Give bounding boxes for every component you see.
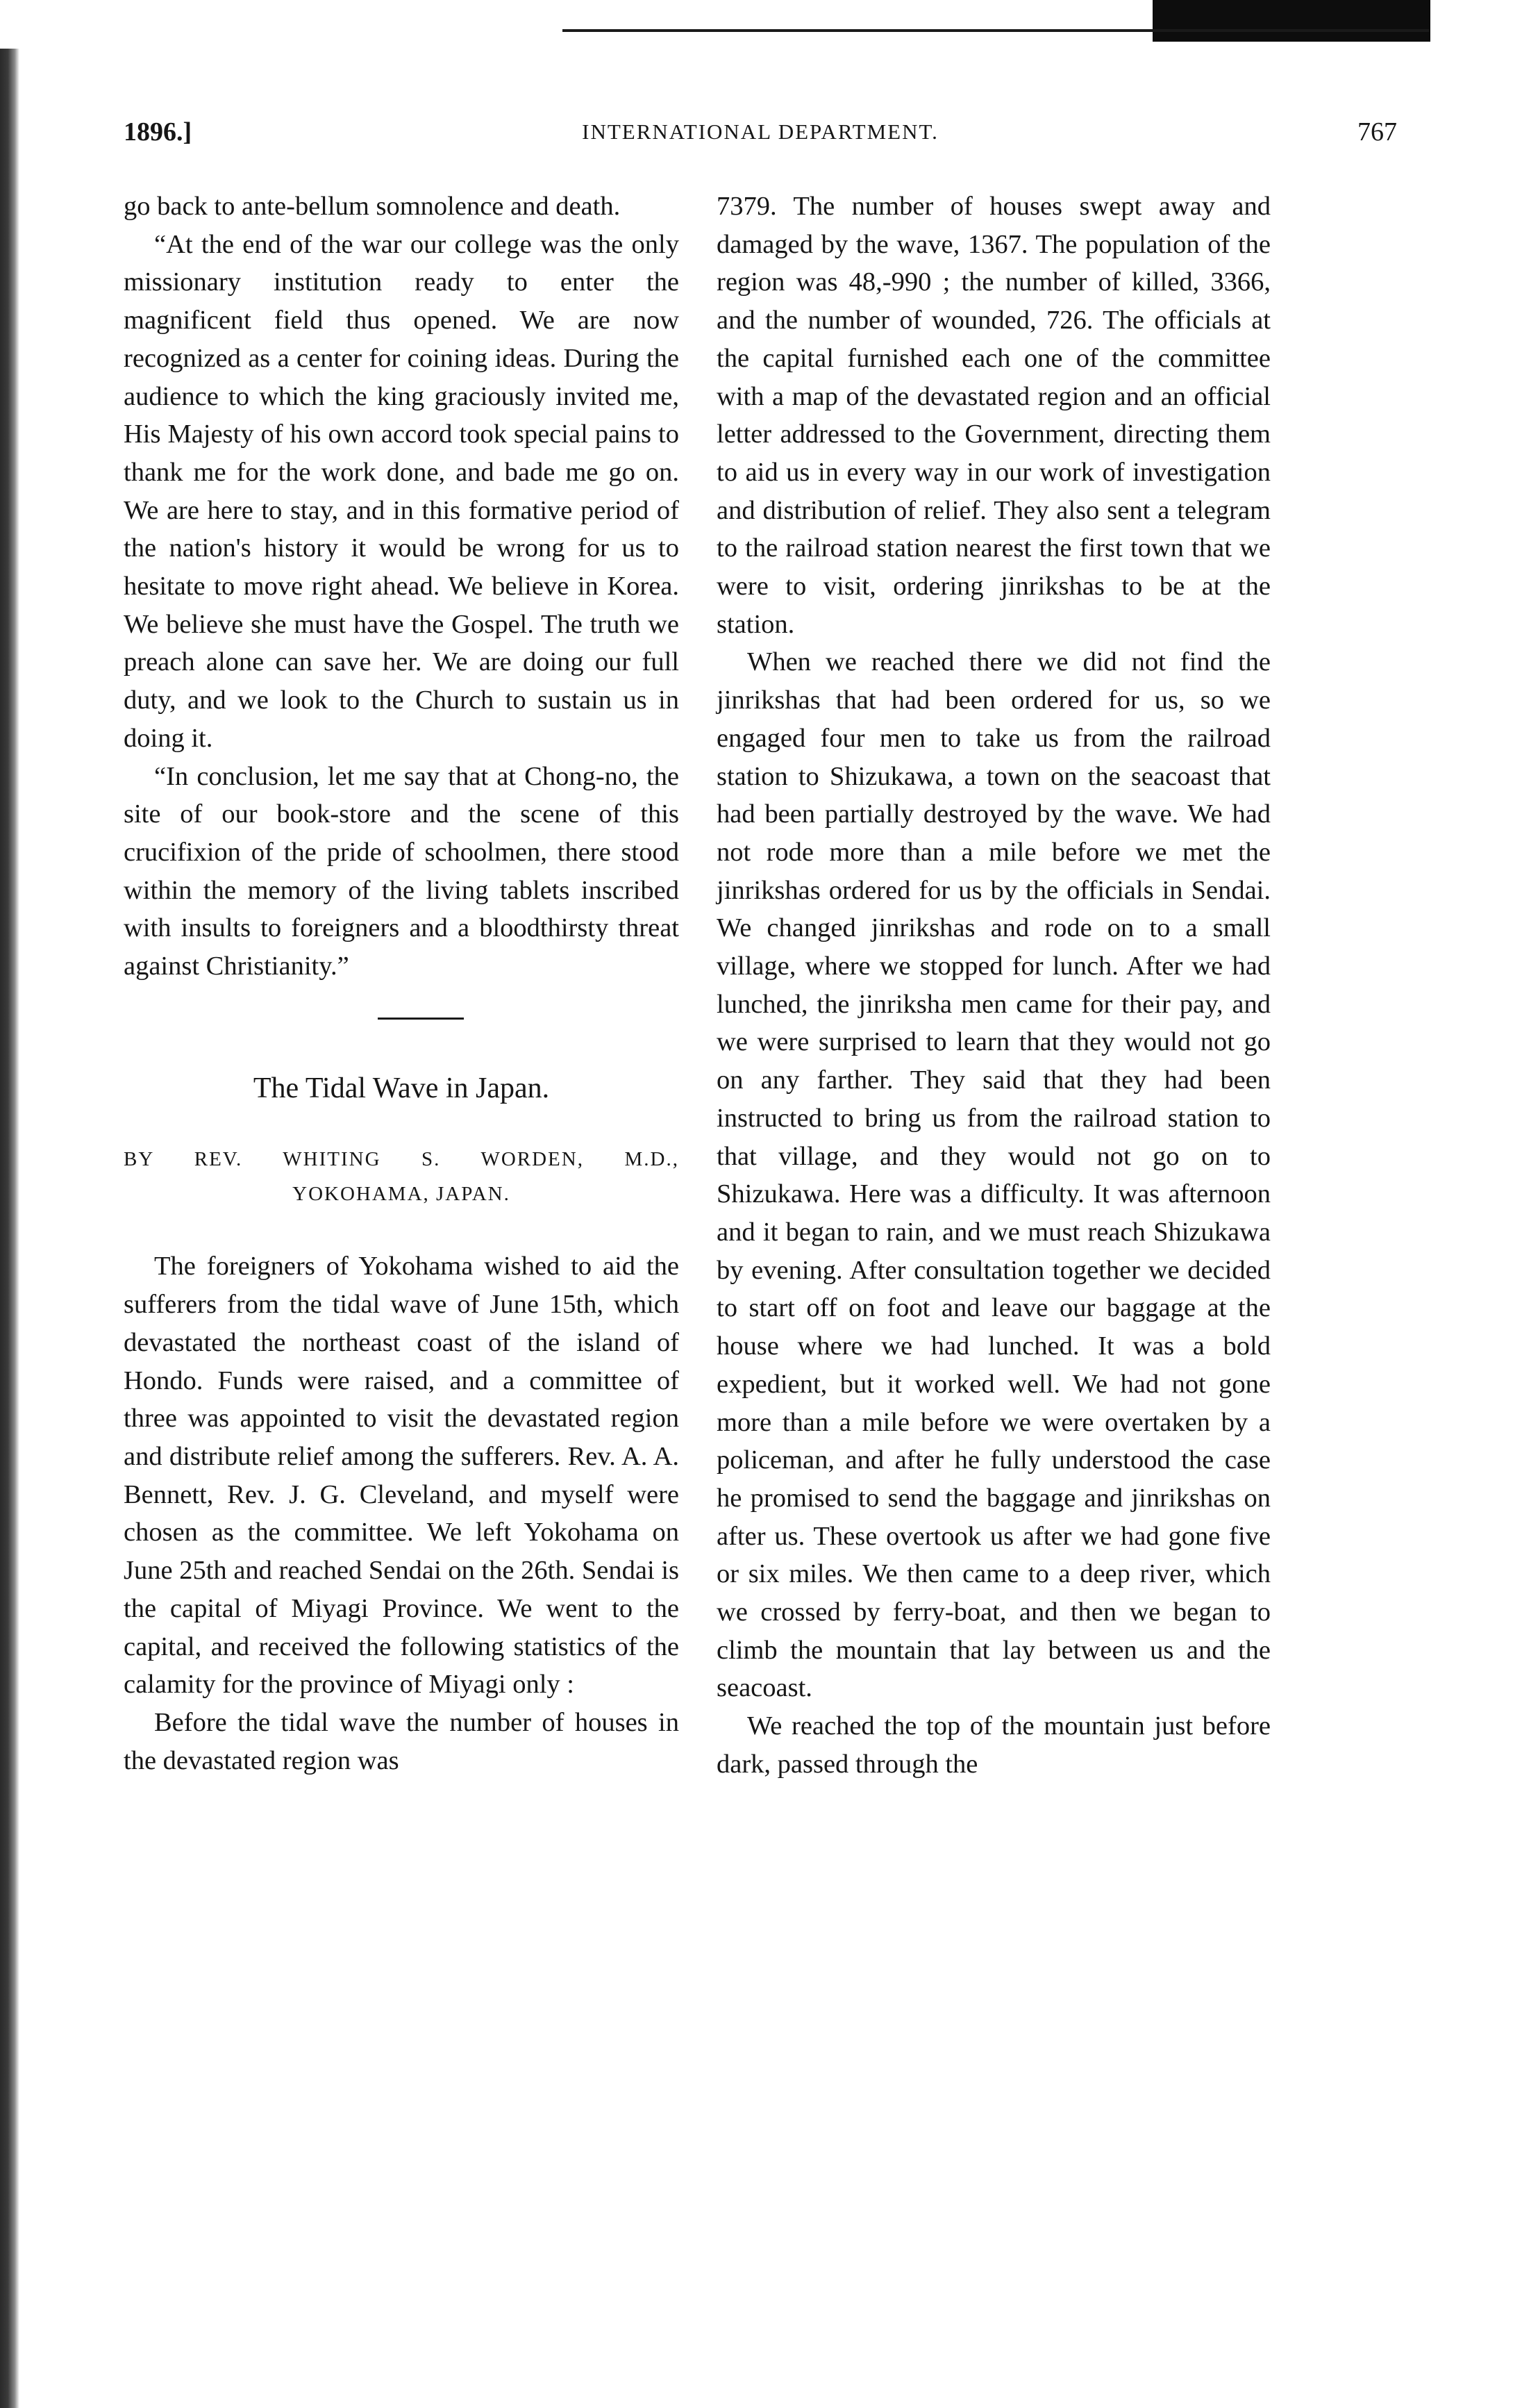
left-column xyxy=(124,188,679,1779)
page-number: 767 xyxy=(1357,117,1397,147)
paragraph: When we reached there we did not find the jinrikshas that had been ordered for us, so we engaged four men to take us from the railroad station to Shizukawa, a town on the seacoast that had been partially destroyed by the wave. We had not rode more than a mile before we met the jinrikshas ordered for us by the officials in Sendai. We changed jinrikshas and rode on to a small village, where we stopped for lunch. After we had lunched, the jinriksha men came for their pay, and we were surprised to learn that they would not go on any farther. They said that they had been instructed to bring us from the railroad station to that village, and they would not go on to Shizukawa. Here was a difficulty. It was afternoon and it began to rain, and we must reach Shizukawa by evening. After consultation together we decided to start off on foot and leave our baggage at the house where we had lunched. It was a bold expedient, but it worked well. We had not gone more than a mile before we were overtaken by a policeman, and after he fully understood the case he promised to send the baggage and jinrikshas on after us. These overtook us after we had gone five or six miles. We then came to a deep river, which we crossed by ferry-boat, and then we began to climb the mountain that lay between us and the seacoast. xyxy=(717,647,1271,1703)
paragraph: go back to ante-bellum somnolence and death. xyxy=(124,192,621,221)
top-rule xyxy=(562,29,1429,32)
top-black-bar xyxy=(1153,0,1430,42)
paragraph: Before the tidal wave the number of houses in the devastated region was xyxy=(124,1707,679,1775)
byline-author: BY REV. WHITING S. WORDEN, M.D., xyxy=(124,1148,679,1171)
paragraph: “In conclusion, let me say that at Chong-no, the site of our book-store and the scene of this crucifixion of the pride of schoolmen, there stood within the memory of the living tablets inscribed with insults to foreigners and a bloodthirsty threat against Christianity.” xyxy=(124,761,679,981)
page-binding-edge xyxy=(0,49,19,2408)
article-title: The Tidal Wave in Japan. xyxy=(253,1072,550,1104)
byline xyxy=(124,1142,679,1211)
paragraph: We reached the top of the mountain just before dark, passed through the xyxy=(717,1711,1271,1779)
running-header xyxy=(124,117,1397,156)
paragraph: “At the end of the war our college was the only missionary institution ready to enter the magnificent field thus opened. We are now recognized as a center for coining ideas. During the audience to which the king graciously invited me, His Majesty of his own accord took special pains to thank me for the work done, and bade me go on. We are here to stay, and in this formative period of the nation's history it would be wrong for us to hesitate to move right ahead. We believe in Korea. We believe she must have the Gospel. The truth we preach alone can save her. We are doing our full duty, and we look to the Church to sustain us in doing it. xyxy=(124,229,679,753)
header-running-title: INTERNATIONAL DEPARTMENT. xyxy=(582,119,939,144)
right-column xyxy=(717,188,1271,1784)
section-divider xyxy=(378,1018,464,1020)
paragraph: The foreigners of Yokohama wished to aid the sufferers from the tidal wave of June 15th, which devastated the northeast coast of the island of Hondo. Funds were raised, and a committee of three was appointed to visit the devastated region and distribute relief among the sufferers. Rev. A. A. Bennett, Rev. J. G. Cleveland, and myself were chosen as the committee. We left Yokohama on June 25th and reached Sendai on the 26th. Sendai is the capital of Miyagi Province. We went to the capital, and received the following statistics of the calamity for the province of Miyagi only : xyxy=(124,1252,679,1700)
header-year: 1896.] xyxy=(124,117,192,147)
byline-location: YOKOHAMA, JAPAN. xyxy=(292,1183,510,1206)
paragraph: 7379. The number of houses swept away and damaged by the wave, 1367. The population of the region was 48,-990 ; the number of killed, 3366, and the number of wounded, 726. The officials at the capital furnished each one of the committee with a map of the devastated region and an official letter addressed to the Government, directing them to aid us in every way in our work of investigation and distribution of relief. They also sent a telegram to the railroad station nearest the first town that we were to visit, ordering jinrikshas to be at the station. xyxy=(717,192,1271,639)
